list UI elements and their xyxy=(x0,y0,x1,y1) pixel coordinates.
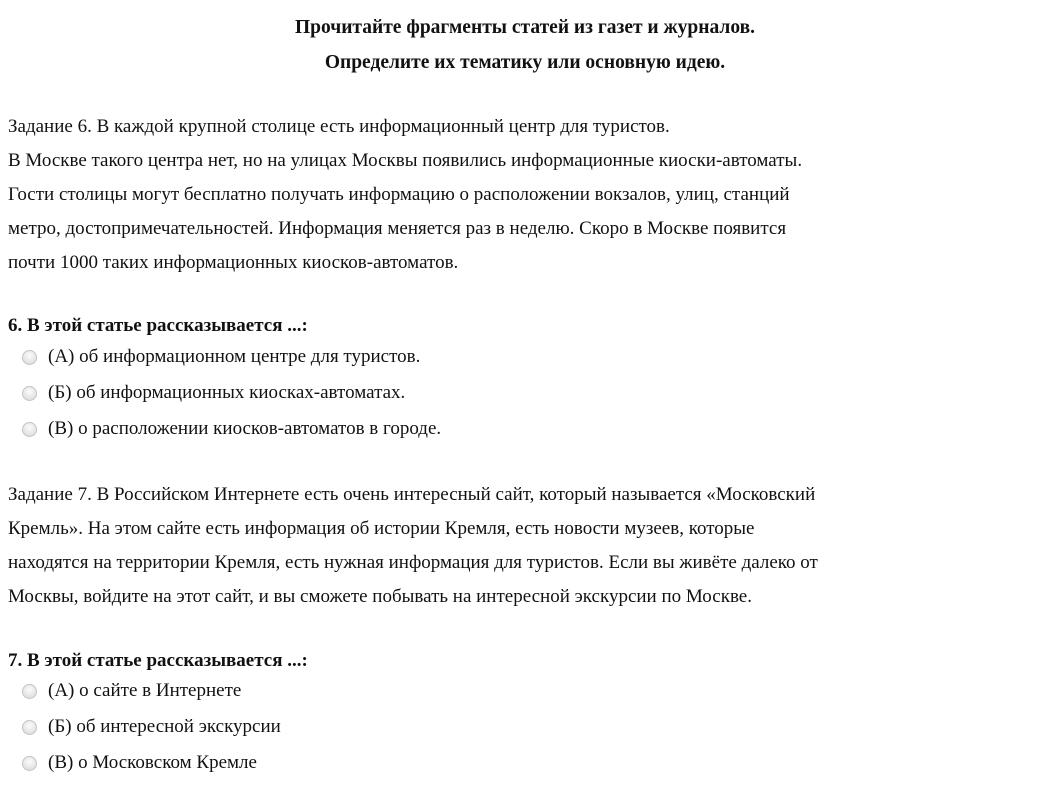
task-6-passage xyxy=(8,110,1048,280)
task-6-options xyxy=(0,339,441,447)
passage-line: метро, достопримечательностей. Информация меняется раз в неделю. Скоро в Москве появится xyxy=(8,218,787,239)
passage-line: находятся на территории Кремля, есть нужная информация для туристов. Если вы живёте далеко от xyxy=(8,552,818,573)
task-7-option-b[interactable] xyxy=(0,709,281,745)
instructions-line-1: Прочитайте фрагменты статей из газет и журналов. xyxy=(294,17,756,38)
radio-button-icon[interactable] xyxy=(22,684,37,699)
task-6-option-b[interactable] xyxy=(0,375,441,411)
option-label[interactable]: (А) об информационном центре для туристов. xyxy=(48,346,421,367)
task-7-options xyxy=(0,673,281,781)
radio-button-icon[interactable] xyxy=(22,756,37,771)
radio-button-icon[interactable] xyxy=(22,422,37,437)
option-label[interactable]: (Б) об интересной экскурсии xyxy=(48,716,281,737)
passage-line: Задание 7. В Российском Интернете есть очень интересный сайт, который называется «Московский xyxy=(8,484,816,505)
task-6-option-a[interactable] xyxy=(0,339,441,375)
instructions-header xyxy=(0,10,1050,80)
option-label[interactable]: (Б) об информационных киосках-автоматах. xyxy=(48,382,406,403)
task-7-option-c[interactable] xyxy=(0,745,281,781)
passage-line: Задание 6. В каждой крупной столице есть информационный центр для туристов. xyxy=(8,116,670,137)
task-7-question: 7. В этой статье рассказывается ...: xyxy=(8,650,308,671)
passage-line: Гости столицы могут бесплатно получать информацию о расположении вокзалов, улиц, станций xyxy=(8,184,790,205)
task-7-passage xyxy=(8,478,1048,614)
task-6-question: 6. В этой статье рассказывается ...: xyxy=(8,315,308,336)
passage-line: Москвы, войдите на этот сайт, и вы сможете побывать на интересной экскурсии по Москве. xyxy=(8,586,752,607)
task-7-option-a[interactable] xyxy=(0,673,281,709)
passage-line: почти 1000 таких информационных киосков-автоматов. xyxy=(8,252,459,273)
task-6-option-c[interactable] xyxy=(0,411,441,447)
passage-line: Кремль». На этом сайте есть информация об истории Кремля, есть новости музеев, которые xyxy=(8,518,755,539)
option-label[interactable]: (В) о расположении киосков-автоматов в городе. xyxy=(48,418,442,439)
radio-button-icon[interactable] xyxy=(22,720,37,735)
passage-line: В Москве такого центра нет, но на улицах Москвы появились информационные киоски-автоматы. xyxy=(8,150,803,171)
option-label[interactable]: (А) о сайте в Интернете xyxy=(48,680,242,701)
radio-button-icon[interactable] xyxy=(22,350,37,365)
radio-button-icon[interactable] xyxy=(22,386,37,401)
option-label[interactable]: (В) о Московском Кремле xyxy=(48,752,257,773)
instructions-line-2: Определите их тематику или основную идею. xyxy=(324,52,726,73)
